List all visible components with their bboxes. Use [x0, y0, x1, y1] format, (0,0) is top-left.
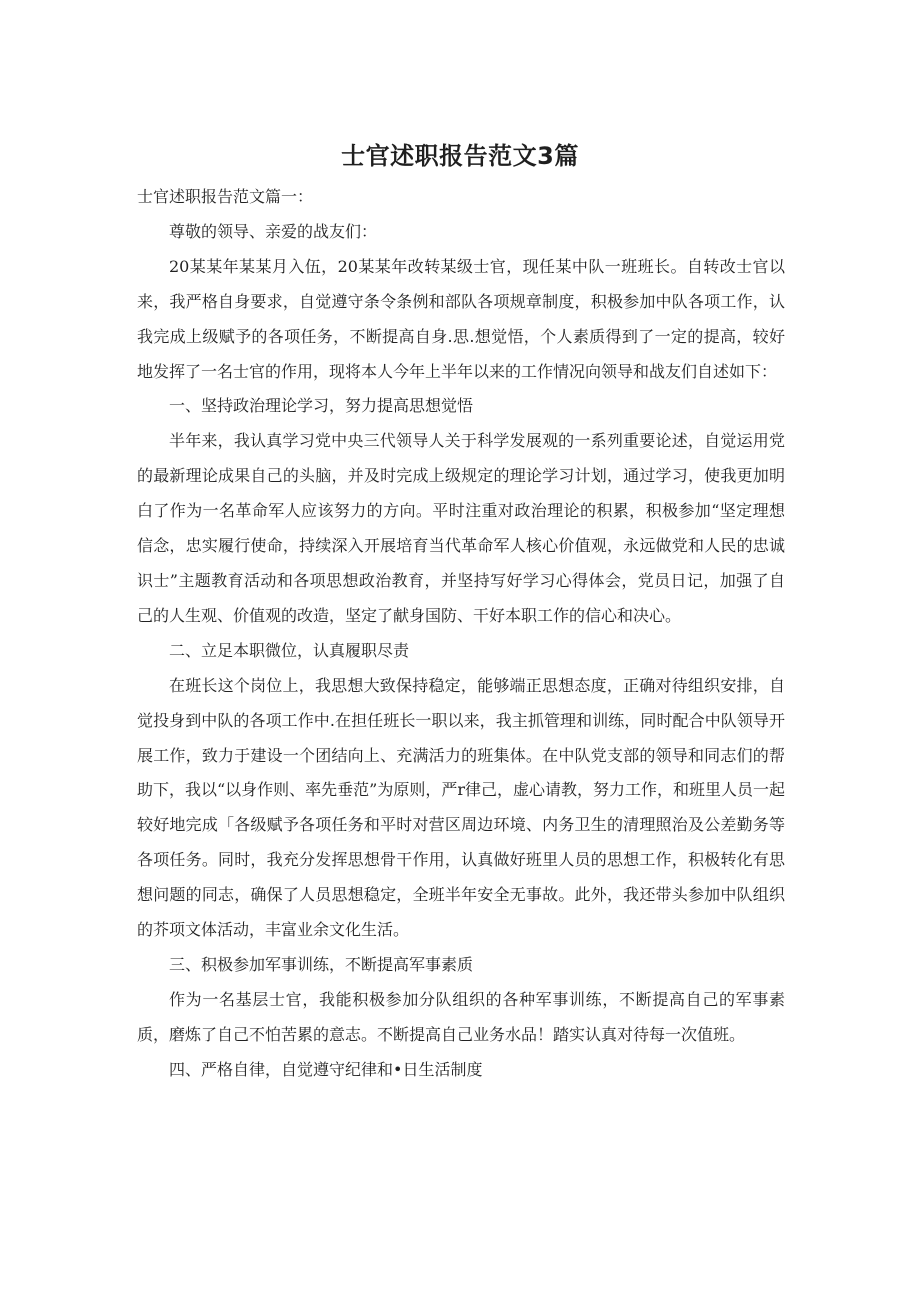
section-heading-3: 三、积极参加军事训练，不断提高军事素质 — [169, 954, 474, 974]
section-heading-4: 四、严格自律，自觉遵守纪律和•日生活制度 — [169, 1059, 483, 1079]
body-paragraph: 20某某年某某月入伍，20某某年改转某级士官，现任某中队一班班长。自转改士官以来，我严格自身要求，自觉遵守条令条例和部队各项规章制度，积极参加中队各项工作，认我完成上级赋予的各项任务，不断提高自身.思.想觉悟，个人素质得到了一定的提高，较好地发挥了一名士官的作用，现将本人今年上半年以来的工作情况向领导和战友们自述如下： — [137, 256, 785, 381]
section-label: 士官述职报告范文篇一： — [137, 187, 314, 206]
section-heading-1: 一、坚持政治理论学习，努力提高思想觉悟 — [169, 396, 474, 416]
salutation: 尊敬的领导、亲爱的战友们： — [169, 221, 378, 241]
body-paragraph: 在班长这个岗位上，我思想大致保持稳定，能够端正思想态度，正确对待组织安排，自觉投身到中队的各项工作中.在担任班长一职以来，我主抓管理和训练，同时配合中队领导开展工作，致力于建设一个团结向上、充满活力的班集体。在中队党支部的领导和同志们的帮助下，我以“以身作则、率先垂范”为原则，严r律己，虚心请教，努力工作，和班里人员一起较好地完成「各级赋予各项任务和平时对营区周边环境、内务卫生的清理照治及公差勤务等各项任务。同时，我充分发挥思想骨干作用，认真做好班里人员的思想工作，积极转化有思想问题的同志，确保了人员思想稳定，全班半年安全无事故。此外，我还带头参加中队组织的芥项文体活动，丰富业余文化生活。 — [137, 675, 786, 940]
section-heading-2: 二、立足本职微位，认真履职尽责 — [169, 640, 410, 660]
document-body — [137, 180, 785, 1088]
document-title: 士官述职报告范文3篇 — [341, 142, 579, 170]
body-paragraph: 作为一名基层士官，我能积极参加分队组织的各种军事训练，不断提高自己的军事素质，磨炼了自己不怕苦累的意志。不断提高自己业务水品！踏实认真对待每一次值班。 — [137, 989, 785, 1044]
body-paragraph: 半年来，我认真学习党中央三代领导人关于科学发展观的一系列重要论述，自觉运用党的最新理论成果自己的头脑，并及时完成上级规定的理论学习计划，通过学习，使我更加明白了作为一名革命军人应该努力的方向。平时注重对政治理论的积累，积极参加“坚定理想信念，忠实履行使命，持续深入开展培育当代革命军人核心价值观，永远做党和人民的忠诚识士”主题教育活动和各项思想政治教育，并坚持写好学习心得体会，党员日记，加强了自己的人生观、价值观的改造，坚定了献身国防、干好本职工作的信心和决心。 — [137, 431, 785, 625]
